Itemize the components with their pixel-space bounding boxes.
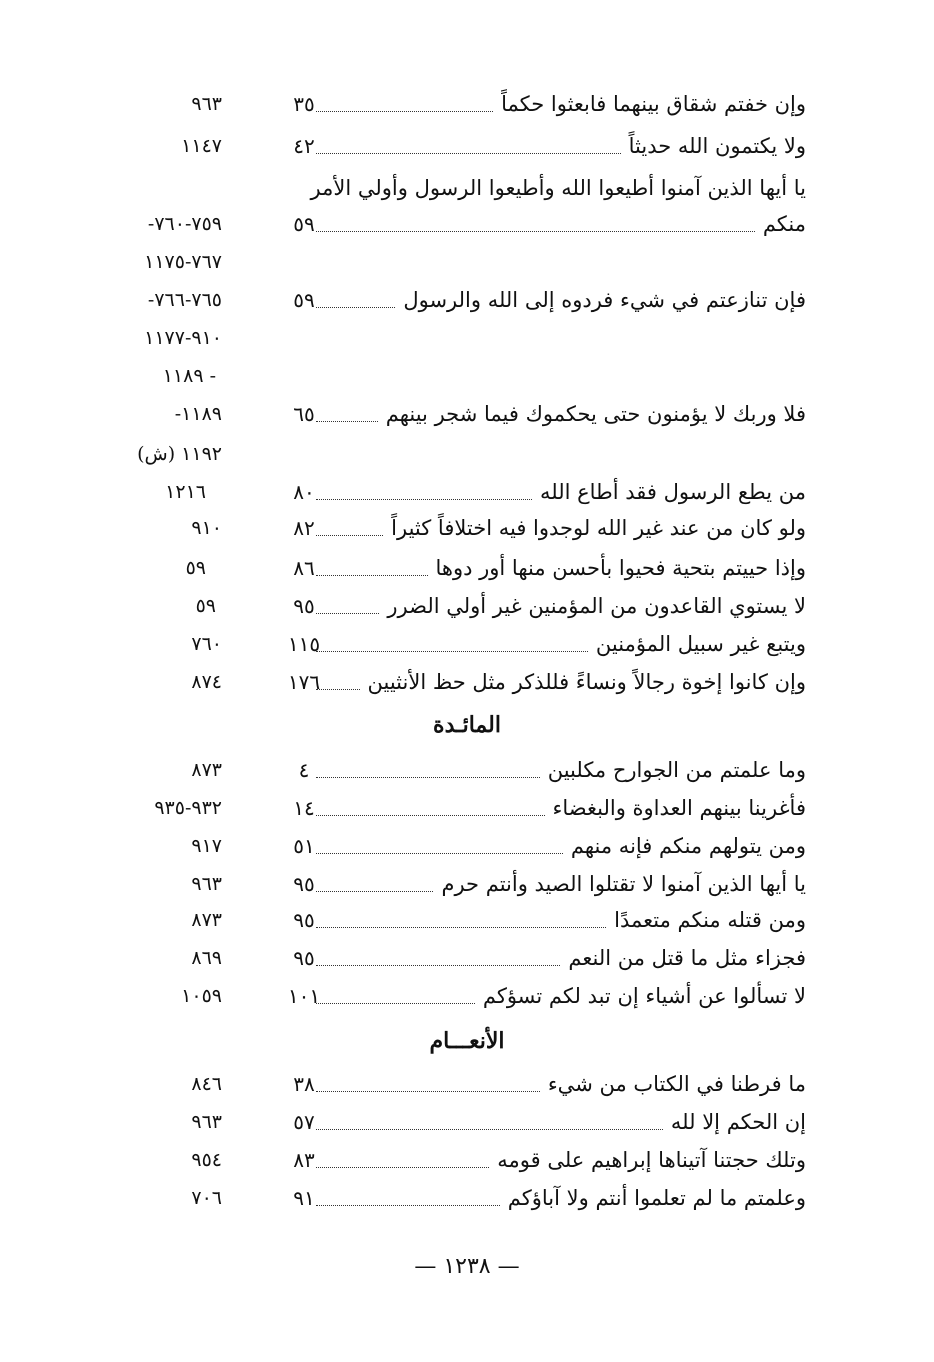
page-reference: ٨٧٤ (191, 671, 222, 693)
verse-number: ٣٥ (293, 92, 315, 116)
index-row (0, 792, 934, 824)
verse-number: ٥٩ (293, 288, 315, 312)
page-reference: ١١٨٩- (174, 403, 222, 425)
index-row (0, 552, 934, 584)
section-heading-maida: المائـدة (433, 712, 501, 738)
verse-text: فإن تنازعتم في شيء فردوه إلى الله والرسول (306, 284, 806, 316)
verse-number: ٤ (298, 758, 310, 782)
page-reference: ٩٦٣ (191, 873, 222, 895)
index-row (0, 208, 934, 240)
index-row (0, 476, 934, 508)
page-reference: ٨٦٩ (191, 947, 222, 969)
verse-number: ٨٠ (293, 480, 315, 504)
verse-number: ٩٥ (293, 872, 315, 896)
index-row (0, 666, 934, 698)
verse-text: لا يستوي القاعدون من المؤمنين غير أولي الضرر (306, 590, 806, 622)
index-row (0, 904, 934, 936)
page-reference: ٩١٠ (191, 517, 222, 539)
verse-number: ١٤ (293, 796, 315, 820)
verse-text: ومن قتله منكم متعمدًا (306, 904, 806, 936)
index-row (0, 1106, 934, 1138)
page-reference: ٨٧٣ (191, 909, 222, 931)
verse-text: وإن كانوا إخوة رجالاً ونساءً فللذكر مثل حظ الأنثيين (306, 666, 806, 698)
page-reference: ٩٥٤ (191, 1149, 222, 1171)
page-reference: ٧٦٧-١١٧٥ (144, 251, 222, 273)
verse-number: ١٧٦ (287, 670, 321, 694)
page-reference: ٨٧٣ (191, 759, 222, 781)
verse-number: ٨٣ (293, 1148, 315, 1172)
page-reference-row (0, 246, 934, 278)
index-row (0, 1144, 934, 1176)
verse-text: ما فرطنا في الكتاب من شيء (306, 1068, 806, 1100)
page-reference: ٧٦٠ (191, 633, 222, 655)
index-row (0, 590, 934, 622)
index-row (0, 88, 934, 120)
verse-number: ٨٢ (293, 516, 315, 540)
index-row (0, 980, 934, 1012)
page-reference: ٥٩ (185, 557, 206, 579)
verse-text: وإذا حييتم بتحية فحيوا بأحسن منها أور دوها (306, 552, 806, 584)
page-reference: ٧٥٩-٧٦٠- (147, 213, 222, 235)
verse-text: وتلك حجتنا آتيناها إبراهيم على قومه (306, 1144, 806, 1176)
verse-number: ٩٥ (293, 946, 315, 970)
index-row (0, 512, 934, 544)
verse-number: ١٠١ (287, 984, 321, 1008)
page-number: — ١٢٣٨ — (414, 1254, 520, 1279)
page-reference-row (0, 360, 934, 392)
index-row (0, 868, 934, 900)
page-reference-row (0, 438, 934, 470)
verse-number: ٤٢ (293, 134, 315, 158)
page-reference: ٥٩ (195, 595, 216, 617)
verse-text: يا أيها الذين آمنوا لا تقتلوا الصيد وأنتم حرم (306, 868, 806, 900)
verse-text: فأغرينا بينهم العداوة والبغضاء (306, 792, 806, 824)
verse-number: ٩٥ (293, 594, 315, 618)
page-reference: ٩٣٢-٩٣٥ (154, 797, 222, 819)
verse-text: فلا وربك لا يؤمنون حتى يحكموك فيما شجر بينهم (306, 398, 806, 430)
verse-text: من يطع الرسول فقد أطاع الله (306, 476, 806, 508)
verse-number: ٦٥ (293, 402, 315, 426)
verse-text: وما علمتم من الجوارح مكلبين (306, 754, 806, 786)
page-reference: ٩١٠-١١٧٧ (144, 327, 222, 349)
verse-text: فجزاء مثل ما قتل من النعم (306, 942, 806, 974)
page-reference: ١١٩٢ (ش) (137, 443, 222, 465)
verse-text: لا تسألوا عن أشياء إن تبد لكم تسؤكم (306, 980, 806, 1012)
index-row (0, 1068, 934, 1100)
index-row (0, 1182, 934, 1214)
page-reference: - ١١٨٩ (162, 365, 216, 387)
index-row (0, 398, 934, 430)
verse-number: ٨٦ (293, 556, 315, 580)
index-row (0, 942, 934, 974)
verse-text: ولا يكتمون الله حديثاً (306, 130, 806, 162)
verse-text-line1: يا أيها الذين آمنوا أطيعوا الله وأطيعوا الرسول وأولي الأمر (310, 176, 806, 200)
section-heading-anam: الأنعـــام (429, 1028, 505, 1054)
verse-number: ٩٥ (293, 908, 315, 932)
page-reference: ١١٤٧ (181, 135, 222, 157)
index-row (0, 284, 934, 316)
verse-number: ١١٥ (287, 632, 321, 656)
verse-text: ويتبع غير سبيل المؤمنين (306, 628, 806, 660)
verse-text-line2: منكم (306, 208, 806, 240)
page-reference-row (0, 322, 934, 354)
verse-number: ٥١ (293, 834, 315, 858)
verse-number: ٥٧ (293, 1110, 315, 1134)
index-row (0, 830, 934, 862)
index-row (0, 754, 934, 786)
page-reference: ٨٤٦ (191, 1073, 222, 1095)
index-row (0, 628, 934, 660)
verse-text: وإن خفتم شقاق بينهما فابعثوا حكماً (306, 88, 806, 120)
index-row (0, 130, 934, 162)
verse-number: ٣٨ (293, 1072, 315, 1096)
page-reference: ٧٦٥-٧٦٦- (147, 289, 222, 311)
verse-text: وعلمتم ما لم تعلموا أنتم ولا آباؤكم (306, 1182, 806, 1214)
verse-number: ٥٩ (293, 212, 315, 236)
index-row (0, 172, 934, 204)
page-reference: ٩٦٣ (191, 1111, 222, 1133)
page-reference: ٩٦٣ (191, 93, 222, 115)
page-reference: ٩١٧ (191, 835, 222, 857)
verse-text: ولو كان من عند غير الله لوجدوا فيه اختلافاً كثيراً (306, 512, 806, 544)
page-reference: ١٠٥٩ (181, 985, 222, 1007)
verse-text: ومن يتولهم منكم فإنه منهم (306, 830, 806, 862)
verse-number: ٩١ (293, 1186, 315, 1210)
page-reference: ٧٠٦ (191, 1187, 222, 1209)
page-reference: ١٢١٦ (165, 481, 206, 503)
verse-text: إن الحكم إلا لله (306, 1106, 806, 1138)
